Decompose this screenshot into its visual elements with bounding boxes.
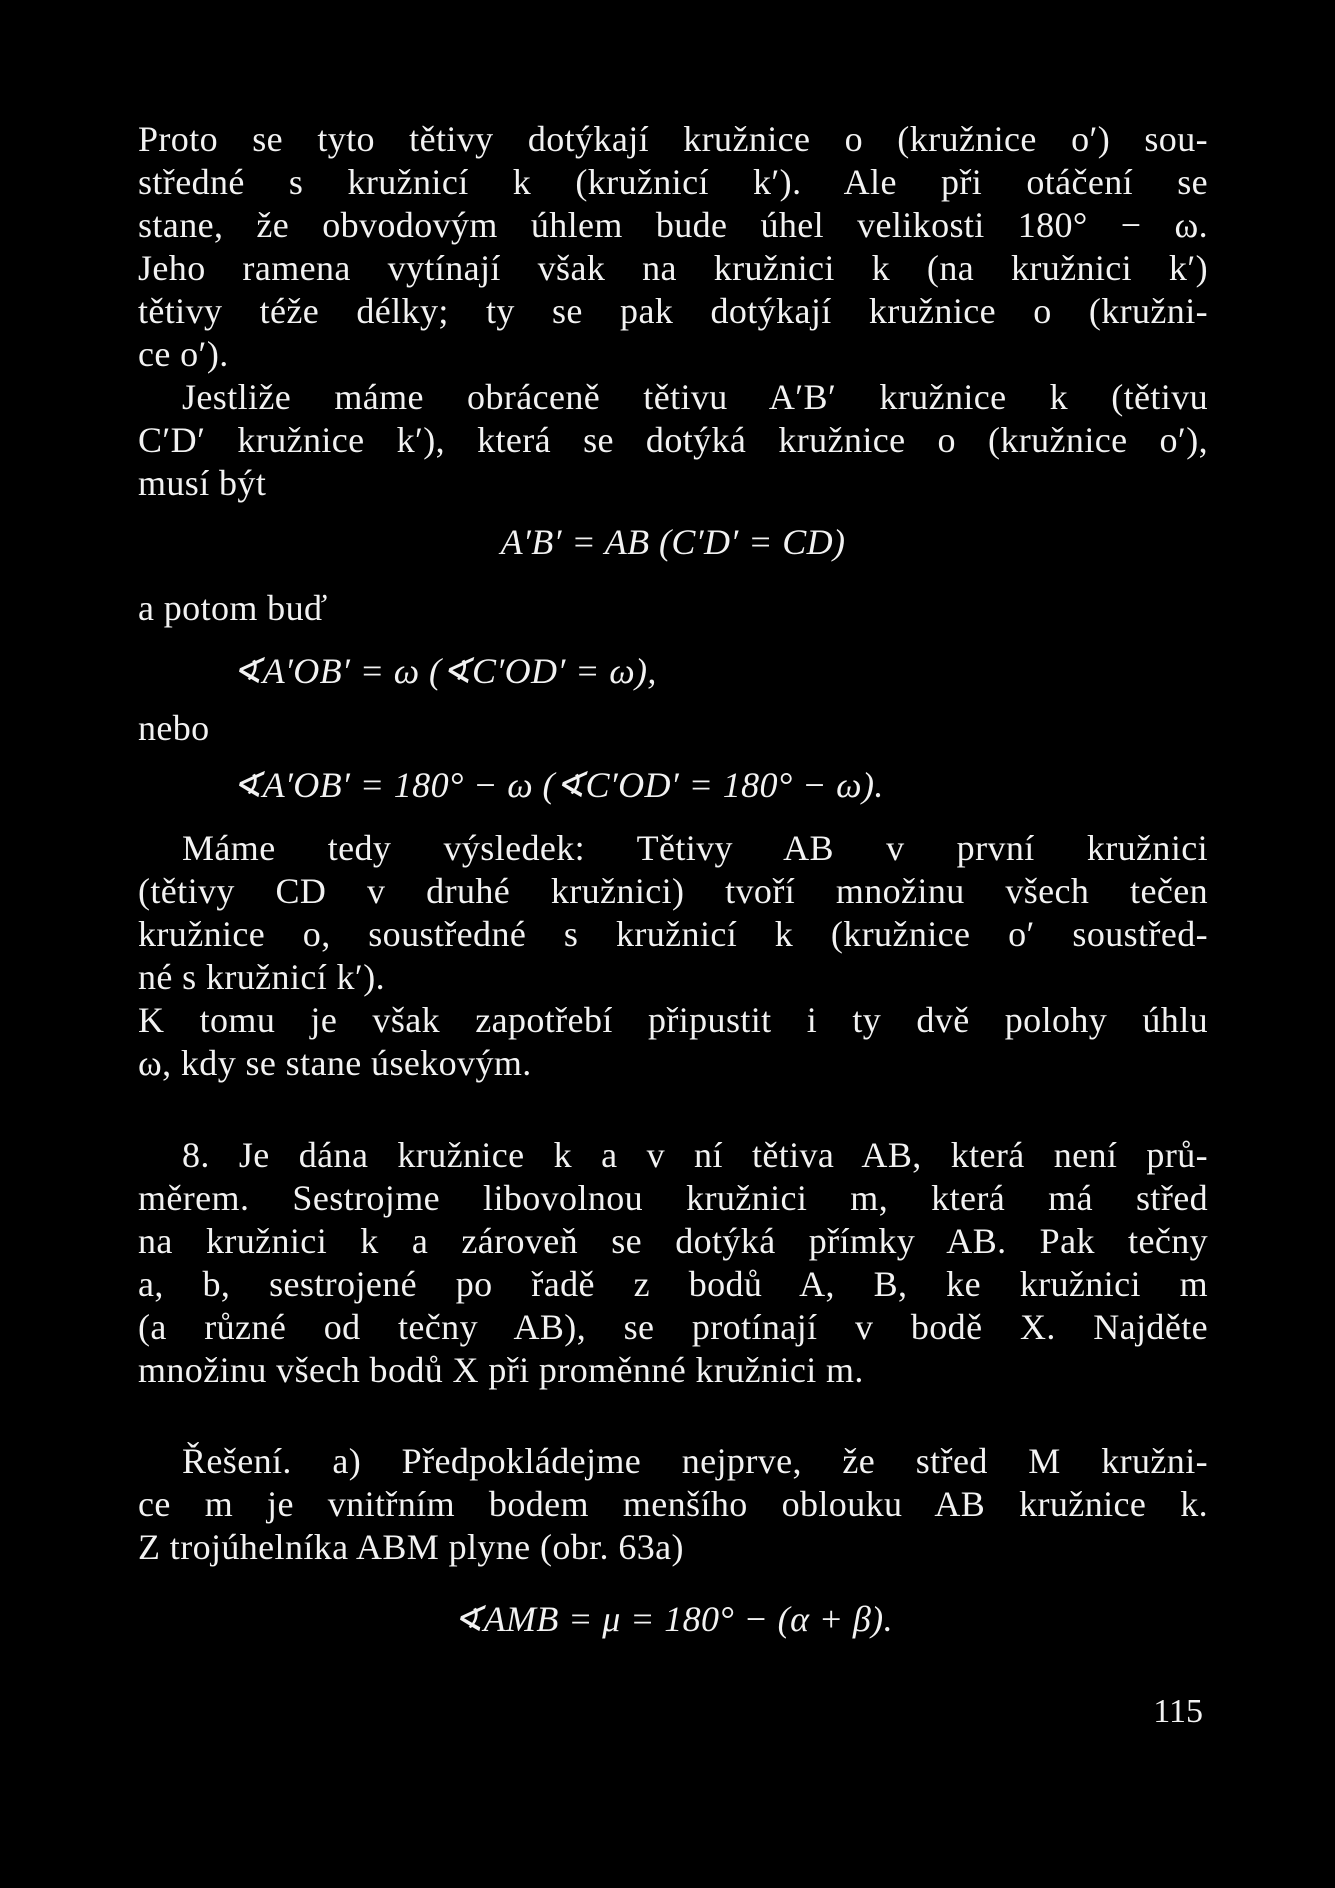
text-line: 8. Je dána kružnice k a v ní tětiva AB, která není prů- [182, 1135, 1208, 1175]
text-line: (tětivy CD v druhé kružnici) tvoří množinu všech tečen [138, 871, 1208, 911]
text-line: K tomu je však zapotřebí připustit i ty dvě polohy úhlu [138, 1000, 1208, 1040]
math-formula: ∢A′OB′ = ω (∢C′OD′ = ω), [232, 651, 657, 691]
text-line: na kružnici k a zároveň se dotýká přímky AB. Pak tečny [138, 1221, 1208, 1261]
text-line: stane, že obvodovým úhlem bude úhel velikosti 180° − ω. [138, 205, 1208, 245]
page-number: 115 [1153, 1693, 1203, 1730]
text-line: musí být [138, 463, 267, 503]
text-line: Řešení. a) Předpokládejme nejprve, že střed M kružni- [182, 1441, 1208, 1481]
text-line: a potom buď [138, 588, 328, 628]
text-line: Máme tedy výsledek: Tětivy AB v první kružnici [182, 828, 1208, 868]
text-line: Proto se tyto tětivy dotýkají kružnice o (kružnice o′) sou- [138, 119, 1208, 159]
math-formula: ∢AMB = μ = 180° − (α + β). [453, 1599, 893, 1639]
text-line: ce m je vnitřním bodem menšího oblouku AB kružnice k. [138, 1484, 1208, 1524]
text-line: Jestliže máme obráceně tětivu A′B′ kružnice k (tětivu [182, 377, 1208, 417]
text-line: a, b, sestrojené po řadě z bodů A, B, ke kružnici m [138, 1264, 1208, 1304]
text-line: množinu všech bodů X při proměnné kružnici m. [138, 1350, 864, 1390]
text-line: ce o′). [138, 334, 229, 374]
text-line: né s kružnicí k′). [138, 957, 386, 997]
text-line: C′D′ kružnice k′), která se dotýká kružnice o (kružnice o′), [138, 420, 1208, 460]
text-line: kružnice o, soustředné s kružnicí k (kružnice o′ soustřed- [138, 914, 1208, 954]
text-line: Z trojúhelníka ABM plyne (obr. 63a) [138, 1527, 684, 1567]
text-line: středné s kružnicí k (kružnicí k′). Ale při otáčení se [138, 162, 1208, 202]
text-line: nebo [138, 708, 210, 748]
text-line: měrem. Sestrojme libovolnou kružnici m, která má střed [138, 1178, 1208, 1218]
text-line: tětivy téže délky; ty se pak dotýkají kružnice o (kružni- [138, 291, 1208, 331]
text-line: (a různé od tečny AB), se protínají v bodě X. Najděte [138, 1307, 1208, 1347]
text-line: ω, kdy se stane úsekovým. [138, 1043, 532, 1083]
math-formula: A′B′ = AB (C′D′ = CD) [500, 522, 846, 562]
text-line: Jeho ramena vytínají však na kružnici k (na kružnici k′) [138, 248, 1208, 288]
math-formula: ∢A′OB′ = 180° − ω (∢C′OD′ = 180° − ω). [232, 765, 884, 805]
